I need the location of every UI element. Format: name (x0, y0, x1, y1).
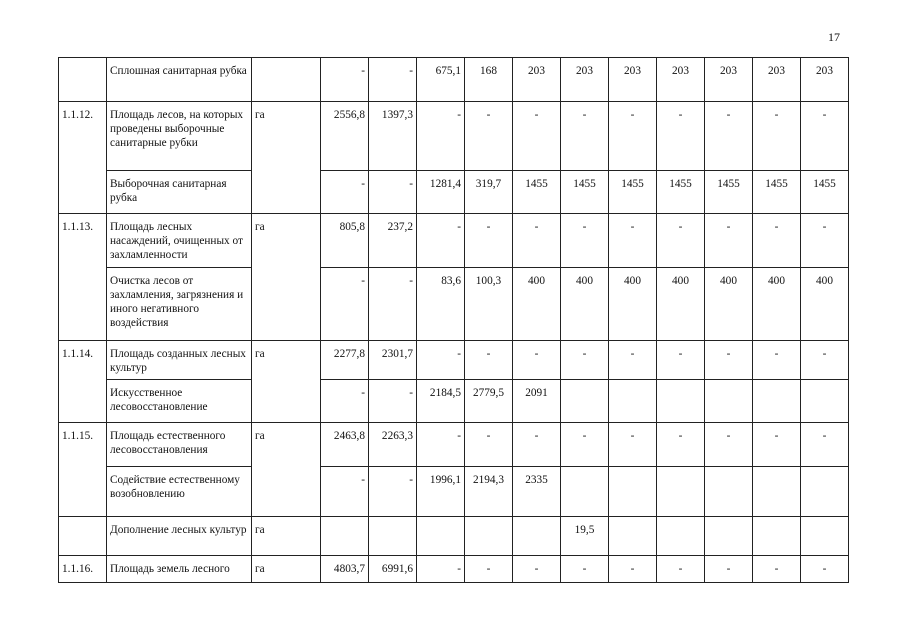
value-cell: 6991,6 (369, 556, 417, 583)
value-cell: 203 (801, 58, 849, 102)
value-cell: - (801, 341, 849, 380)
value-cell: - (513, 214, 561, 268)
value-cell (609, 517, 657, 556)
value-cell: 400 (801, 268, 849, 341)
value-cell: - (657, 423, 705, 467)
value-cell: - (561, 341, 609, 380)
value-cell: - (657, 556, 705, 583)
row-code-cell (59, 517, 107, 556)
row-unit-cell: га (252, 517, 321, 556)
value-cell: 1996,1 (417, 467, 465, 517)
value-cell: - (801, 423, 849, 467)
value-cell: - (753, 341, 801, 380)
value-cell: 2463,8 (321, 423, 369, 467)
value-cell: - (369, 268, 417, 341)
value-cell: 203 (609, 58, 657, 102)
row-code-cell: 1.1.13. (59, 214, 107, 341)
table-row (59, 380, 849, 423)
value-cell (609, 380, 657, 423)
value-cell: - (609, 102, 657, 171)
value-cell: - (753, 102, 801, 171)
value-cell (753, 517, 801, 556)
value-cell: 4803,7 (321, 556, 369, 583)
value-cell: 2556,8 (321, 102, 369, 171)
value-cell: - (705, 556, 753, 583)
row-name-cell: Содействие естественному возобновлению (107, 467, 252, 517)
value-cell: 203 (753, 58, 801, 102)
value-cell: 400 (657, 268, 705, 341)
value-cell: 203 (513, 58, 561, 102)
value-cell: - (753, 423, 801, 467)
row-name-cell: Площадь лесов, на которых проведены выборочные санитарные рубки (107, 102, 252, 171)
value-cell (657, 517, 705, 556)
value-cell: - (321, 268, 369, 341)
row-unit-cell: га (252, 214, 321, 341)
row-name-cell: Выборочная санитарная рубка (107, 171, 252, 214)
value-cell (657, 467, 705, 517)
value-cell: - (609, 341, 657, 380)
value-cell (561, 467, 609, 517)
value-cell: - (801, 214, 849, 268)
value-cell: 1455 (561, 171, 609, 214)
value-cell: 400 (609, 268, 657, 341)
value-cell (321, 517, 369, 556)
value-cell: 203 (657, 58, 705, 102)
value-cell: - (609, 214, 657, 268)
value-cell (801, 517, 849, 556)
table-row (59, 423, 849, 467)
row-code-cell: 1.1.15. (59, 423, 107, 517)
value-cell: - (801, 556, 849, 583)
value-cell: - (369, 171, 417, 214)
value-cell: 1281,4 (417, 171, 465, 214)
value-cell: - (513, 423, 561, 467)
value-cell (705, 380, 753, 423)
value-cell: 2779,5 (465, 380, 513, 423)
page-number: 17 (828, 30, 840, 44)
row-name-cell: Площадь лесных насаждений, очищенных от захламленности (107, 214, 252, 268)
table-row (59, 556, 849, 583)
value-cell: - (369, 467, 417, 517)
table-row (59, 102, 849, 171)
value-cell: - (417, 341, 465, 380)
value-cell: 2194,3 (465, 467, 513, 517)
row-unit-cell: га (252, 556, 321, 583)
value-cell: - (465, 214, 513, 268)
value-cell (801, 380, 849, 423)
value-cell (705, 517, 753, 556)
row-code-cell (59, 58, 107, 102)
row-name-cell: Дополнение лесных культур (107, 517, 252, 556)
value-cell: 203 (561, 58, 609, 102)
value-cell: 2263,3 (369, 423, 417, 467)
value-cell: - (657, 214, 705, 268)
value-cell: - (561, 423, 609, 467)
value-cell: 1455 (609, 171, 657, 214)
table-row (59, 214, 849, 268)
row-code-cell: 1.1.14. (59, 341, 107, 423)
value-cell: 1455 (657, 171, 705, 214)
value-cell: 1397,3 (369, 102, 417, 171)
row-unit-cell: га (252, 423, 321, 517)
table-row (59, 58, 849, 102)
value-cell: - (321, 380, 369, 423)
value-cell: - (465, 423, 513, 467)
row-code-cell: 1.1.12. (59, 102, 107, 214)
row-name-cell: Очистка лесов от захламления, загрязнения и иного негативного воздействия (107, 268, 252, 341)
value-cell: - (513, 341, 561, 380)
value-cell: 675,1 (417, 58, 465, 102)
value-cell: 2277,8 (321, 341, 369, 380)
value-cell: - (657, 102, 705, 171)
value-cell: 2184,5 (417, 380, 465, 423)
value-cell: - (801, 102, 849, 171)
value-cell: - (705, 102, 753, 171)
value-cell: - (705, 341, 753, 380)
value-cell: - (321, 467, 369, 517)
value-cell: 168 (465, 58, 513, 102)
table-row (59, 171, 849, 214)
value-cell: - (561, 214, 609, 268)
value-cell (369, 517, 417, 556)
value-cell: 1455 (705, 171, 753, 214)
value-cell: 319,7 (465, 171, 513, 214)
value-cell: 1455 (753, 171, 801, 214)
value-cell: 400 (513, 268, 561, 341)
value-cell: 1455 (801, 171, 849, 214)
value-cell: 805,8 (321, 214, 369, 268)
row-name-cell: Площадь земель лесного (107, 556, 252, 583)
value-cell: - (753, 214, 801, 268)
value-cell: 100,3 (465, 268, 513, 341)
value-cell (705, 467, 753, 517)
table-row (59, 341, 849, 380)
value-cell: 237,2 (369, 214, 417, 268)
value-cell: 83,6 (417, 268, 465, 341)
value-cell: - (369, 58, 417, 102)
value-cell (513, 517, 561, 556)
value-cell: - (513, 102, 561, 171)
value-cell: 2301,7 (369, 341, 417, 380)
row-unit-cell (252, 58, 321, 102)
value-cell: - (417, 556, 465, 583)
value-cell: - (561, 556, 609, 583)
value-cell: 2091 (513, 380, 561, 423)
value-cell: 2335 (513, 467, 561, 517)
value-cell: - (417, 102, 465, 171)
value-cell: - (705, 423, 753, 467)
value-cell (753, 467, 801, 517)
value-cell: - (321, 58, 369, 102)
value-cell (609, 467, 657, 517)
value-cell (801, 467, 849, 517)
value-cell: - (609, 423, 657, 467)
value-cell: - (417, 214, 465, 268)
row-unit-cell: га (252, 102, 321, 214)
value-cell: 19,5 (561, 517, 609, 556)
forest-indicators-table (58, 57, 849, 583)
value-cell (753, 380, 801, 423)
row-code-cell: 1.1.16. (59, 556, 107, 583)
value-cell: 400 (753, 268, 801, 341)
value-cell: - (753, 556, 801, 583)
row-name-cell: Площадь созданных лесных культур (107, 341, 252, 380)
row-unit-cell: га (252, 341, 321, 423)
value-cell: 400 (705, 268, 753, 341)
row-name-cell: Площадь естественного лесовосстановления (107, 423, 252, 467)
table-row (59, 517, 849, 556)
value-cell (561, 380, 609, 423)
table-row (59, 467, 849, 517)
value-cell: - (321, 171, 369, 214)
value-cell (417, 517, 465, 556)
value-cell: - (561, 102, 609, 171)
value-cell: - (465, 556, 513, 583)
value-cell: - (705, 214, 753, 268)
value-cell: 1455 (513, 171, 561, 214)
value-cell: 203 (705, 58, 753, 102)
value-cell: 400 (561, 268, 609, 341)
value-cell: - (465, 341, 513, 380)
value-cell: - (513, 556, 561, 583)
row-name-cell: Искусственное лесовосстановление (107, 380, 252, 423)
value-cell: - (369, 380, 417, 423)
value-cell: - (417, 423, 465, 467)
table-row (59, 268, 849, 341)
value-cell: - (465, 102, 513, 171)
value-cell: - (657, 341, 705, 380)
row-name-cell: Сплошная санитарная рубка (107, 58, 252, 102)
value-cell (465, 517, 513, 556)
value-cell: - (609, 556, 657, 583)
value-cell (657, 380, 705, 423)
